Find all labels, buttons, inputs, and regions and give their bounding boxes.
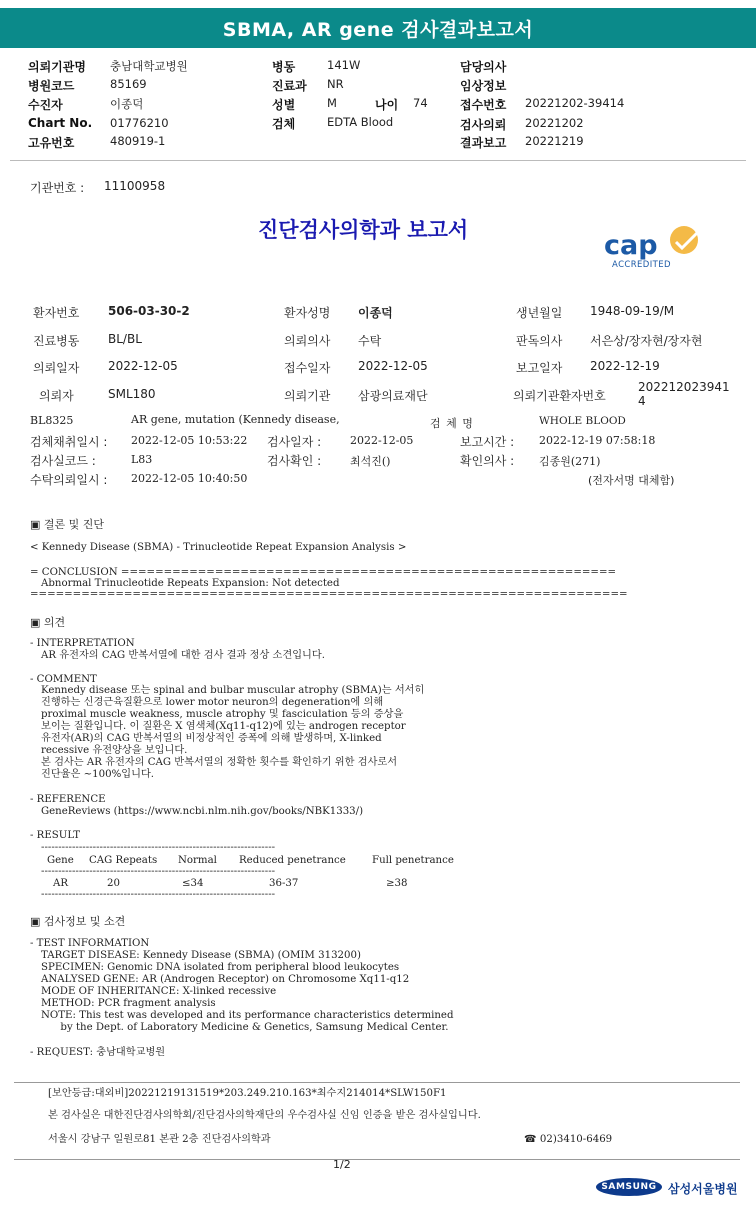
- patient-label: 접수일자: [284, 361, 331, 375]
- report-banner: [0, 8, 756, 48]
- conclusion-end: ======================================================================: [30, 589, 628, 600]
- patient-label: 보고일자: [516, 361, 563, 375]
- patient-value: SML180: [108, 387, 156, 401]
- result-cell-gene: AR: [53, 878, 69, 889]
- confirm-value: 최석진(): [350, 455, 391, 468]
- result-cell-full: ≥38: [386, 878, 408, 889]
- header-value: EDTA Blood: [327, 115, 394, 129]
- patient-value: 506-03-30-2: [108, 304, 190, 318]
- patient-label: 진료병동: [33, 334, 80, 348]
- receive-value: 2022-12-05 10:40:50: [131, 472, 248, 485]
- result-header-full: Full penetrance: [372, 855, 454, 866]
- header-label: 진료과: [272, 79, 307, 93]
- banner-title: SBMA, AR gene 검사결과보고서: [222, 18, 534, 41]
- header-label: 병동: [272, 60, 296, 74]
- patient-label: 의뢰기관: [284, 389, 331, 403]
- header-label: 수진자: [28, 98, 63, 112]
- header-label: 의뢰기관명: [28, 60, 86, 74]
- reference-label: - REFERENCE: [30, 794, 106, 805]
- result-cell-normal: ≤34: [182, 878, 204, 889]
- testinfo-label: - TEST INFORMATION: [30, 938, 150, 949]
- patient-value: 삼광의료재단: [358, 389, 428, 403]
- result-cell-cag: 20: [107, 878, 120, 889]
- patient-value: 2022-12-05: [108, 359, 178, 373]
- header-value: 01776210: [110, 116, 169, 130]
- header-value: 480919-1: [110, 134, 166, 148]
- header-label: 접수번호: [460, 98, 507, 112]
- result-label: - RESULT: [30, 830, 81, 841]
- header-label: 병원코드: [28, 79, 75, 93]
- request-line: - REQUEST: 충남대학교병원: [30, 1047, 166, 1058]
- comment-line: 진단율은 ~100%입니다.: [41, 769, 155, 780]
- cap-logo: [602, 222, 712, 274]
- patient-value: BL/BL: [108, 332, 142, 346]
- header-value: 충남대학교병원: [110, 59, 188, 73]
- header-value: 이종덕: [110, 97, 144, 111]
- comment-line: 본 검사는 AR 유전자의 CAG 반복서열의 정확한 횟수를 확인하기 위한 검사로서: [41, 757, 398, 768]
- header-value: 20221219: [525, 134, 584, 148]
- interpretation-label: - INTERPRETATION: [30, 638, 135, 649]
- header-label: 검체: [272, 117, 296, 131]
- test-code: BL8325: [30, 414, 74, 427]
- confirm-label: 검사확인 :: [267, 454, 322, 468]
- receive-label: 수탁의뢰일시 :: [30, 473, 108, 487]
- doctor-value: 김종원(271): [539, 455, 601, 468]
- patient-value: 202212023941: [638, 380, 730, 394]
- hospital-name: 삼성서울병원: [668, 1182, 738, 1196]
- patient-value: 1948-09-19/M: [590, 304, 675, 318]
- samsung-logo-text: SAMSUNG: [601, 1182, 657, 1192]
- header-label: 검사의뢰: [460, 118, 507, 132]
- header-value: 20221202-39414: [525, 96, 625, 110]
- samsung-logo: [596, 1178, 662, 1196]
- conclusion-heading: ▣ 결론 및 진단: [30, 518, 105, 531]
- patient-value: 서은상/장자현/장자현: [590, 334, 703, 348]
- info-heading: ▣ 검사정보 및 소견: [30, 915, 126, 928]
- header-label: 고유번호: [28, 136, 75, 150]
- result-header-cag: CAG Repeats: [89, 855, 158, 866]
- result-header-reduced: Reduced penetrance: [239, 855, 346, 866]
- institution-value: 11100958: [104, 179, 166, 193]
- patient-value: 2022-12-19: [590, 359, 660, 373]
- specimen-value: WHOLE BLOOD: [539, 415, 626, 427]
- patient-label: 판독의사: [516, 334, 563, 348]
- header-label: 나이: [375, 98, 399, 112]
- collect-value: 2022-12-05 10:53:22: [131, 434, 248, 447]
- result-dash-mid: --------------------------------------------------------------------: [41, 866, 276, 877]
- testinfo-line: ANALYSED GENE: AR (Androgen Receptor) on Chromosome Xq11-q12: [41, 974, 410, 985]
- collect-label: 검체채취일시 :: [30, 435, 108, 449]
- reference-text: GeneReviews (https://www.ncbi.nlm.nih.gov/books/NBK1333/): [41, 806, 364, 817]
- cap-logo-text: cap: [604, 230, 658, 261]
- specimen-label: 검 체 명: [430, 417, 474, 430]
- header-label: Chart No.: [28, 116, 93, 130]
- comment-line: recessive 유전양상을 보입니다.: [41, 745, 188, 756]
- reporttime-value: 2022-12-19 07:58:18: [539, 434, 656, 447]
- patient-value: 이종덕: [358, 306, 393, 320]
- room-label: 검사실코드 :: [30, 454, 96, 468]
- testdate-value: 2022-12-05: [350, 434, 414, 447]
- header-label: 결과보고: [460, 136, 507, 150]
- comment-line: 유전자(AR)의 CAG 반복서열의 비정상적인 증폭에 의해 발생하며, X-linked: [41, 733, 382, 744]
- header-value: 141W: [327, 58, 361, 72]
- esign-note: (전자서명 대체함): [588, 474, 675, 487]
- result-header-normal: Normal: [178, 855, 217, 866]
- comment-line: 진행하는 신경근육질환으로 lower motor neuron의 degeneration에 의해: [41, 697, 384, 708]
- cap-logo-sub: ACCREDITED: [612, 260, 671, 270]
- testinfo-line: MODE OF INHERITANCE: X-linked recessive: [41, 986, 277, 997]
- address-line: 서울시 강남구 일원로81 본관 2층 진단검사의학과: [48, 1134, 271, 1145]
- test-name: AR gene, mutation (Kennedy disease,: [131, 413, 340, 426]
- testinfo-line: NOTE: This test was developed and its performance characteristics determined: [41, 1010, 454, 1021]
- comment-line: proximal muscle weakness, muscle atrophy 및 fasciculation 등의 증상을: [41, 709, 404, 720]
- patient-label: 환자번호: [33, 306, 80, 320]
- phone-line: ☎ 02)3410-6469: [524, 1134, 613, 1145]
- report-title: 진단검사의학과 보고서: [258, 218, 469, 242]
- result-dash-bottom: --------------------------------------------------------------------: [41, 889, 276, 900]
- analysis-title: < Kennedy Disease (SBMA) - Trinucleotide Repeat Expansion Analysis >: [30, 542, 407, 553]
- security-line: [보안등급:대외비]20221219131519*203.249.210.163*최수지214014*SLW150F1: [48, 1088, 447, 1099]
- patient-label: 의뢰의사: [284, 334, 331, 348]
- testinfo-line: SPECIMEN: Genomic DNA isolated from peripheral blood leukocytes: [41, 962, 400, 973]
- patient-value: 수탁: [358, 334, 382, 348]
- testinfo-line: TARGET DISEASE: Kennedy Disease (SBMA) (OMIM 313200): [41, 950, 361, 961]
- patient-value-cont: 4: [638, 394, 646, 408]
- testdate-label: 검사일자 :: [267, 435, 322, 449]
- patient-value: 2022-12-05: [358, 359, 428, 373]
- doctor-label: 확인의사 :: [460, 454, 515, 468]
- cert-line: 본 검사실은 대한진단검사의학회/진단검사의학재단의 우수검사실 신임 인증을 받은 검사실입니다.: [48, 1110, 481, 1121]
- institution-label: 기관번호 :: [30, 181, 85, 195]
- header-label: 성별: [272, 98, 296, 112]
- header-value: 85169: [110, 77, 147, 91]
- patient-label: 의뢰기관환자번호: [513, 389, 606, 403]
- header-value: 74: [413, 96, 428, 110]
- patient-label: 의뢰자: [39, 389, 74, 403]
- header-value: 20221202: [525, 116, 584, 130]
- result-header-gene: Gene: [47, 855, 74, 866]
- opinion-heading: ▣ 의견: [30, 616, 66, 629]
- header-label: 담당의사: [460, 60, 507, 74]
- conclusion-divider: = CONCLUSION ==========================================================: [30, 567, 617, 578]
- header-label: 임상정보: [460, 79, 507, 93]
- conclusion-text: Abnormal Trinucleotide Repeats Expansion: Not detected: [41, 578, 340, 589]
- header-value: NR: [327, 77, 344, 91]
- testinfo-line: METHOD: PCR fragment analysis: [41, 998, 216, 1009]
- interpretation-text: AR 유전자의 CAG 반복서열에 대한 검사 결과 정상 소견입니다.: [41, 650, 325, 661]
- room-value: L83: [131, 453, 153, 466]
- result-dash-top: --------------------------------------------------------------------: [41, 842, 276, 853]
- comment-line: 보이는 질환입니다. 이 질환은 X 염색체(Xq11-q12)에 있는 androgen receptor: [41, 721, 406, 732]
- patient-label: 환자성명: [284, 306, 331, 320]
- testinfo-line: by the Dept. of Laboratory Medicine & Genetics, Samsung Medical Center.: [41, 1022, 449, 1033]
- reporttime-label: 보고시간 :: [460, 435, 515, 449]
- patient-label: 의뢰일자: [33, 361, 80, 375]
- patient-label: 생년월일: [516, 306, 563, 320]
- page-number: 1/2: [333, 1158, 351, 1171]
- comment-line: Kennedy disease 또는 spinal and bulbar muscular atrophy (SBMA)는 서서히: [41, 685, 425, 696]
- result-cell-reduced: 36-37: [269, 878, 299, 889]
- comment-label: - COMMENT: [30, 674, 97, 685]
- header-value: M: [327, 96, 337, 110]
- cap-accredited-icon: [602, 222, 712, 274]
- header-divider: [10, 160, 746, 161]
